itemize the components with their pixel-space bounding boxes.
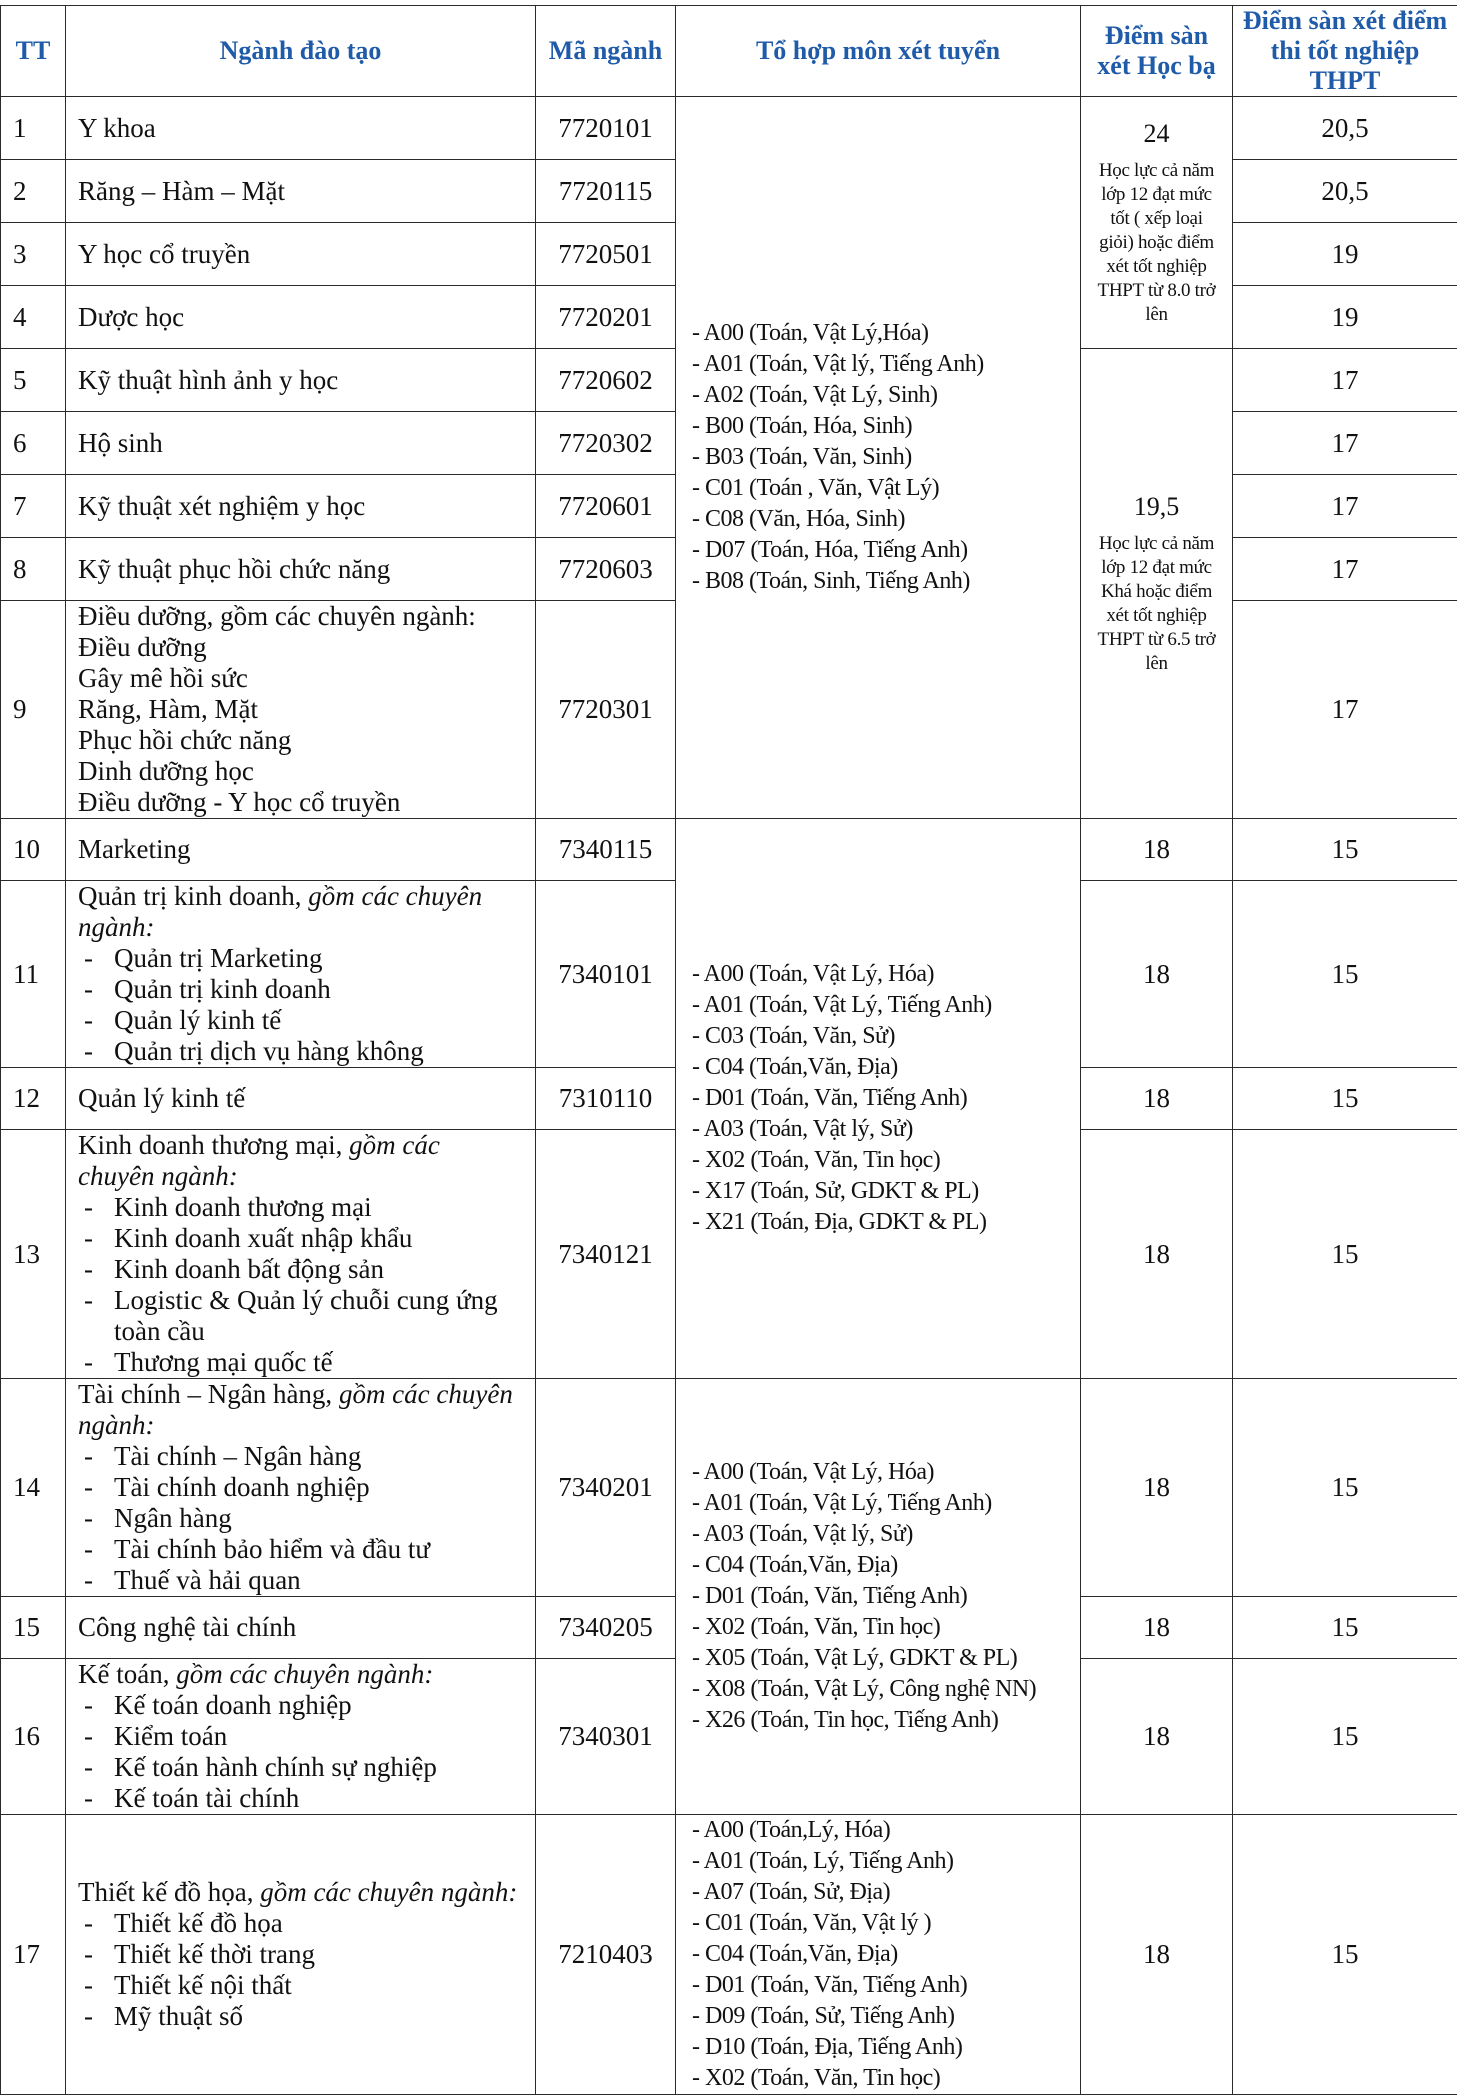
major-name: Y học cổ truyền: [66, 223, 536, 286]
row-number: 16: [1, 1659, 66, 1815]
combo-item: - C03 (Toán, Văn, Sử): [692, 1021, 1068, 1052]
combo-item: - D10 (Toán, Địa, Tiếng Anh): [692, 2032, 1068, 2063]
spec-item: - Thiết kế thời trang: [78, 1939, 523, 1970]
major-name-suffix: gồm các chuyên ngành:: [260, 1877, 517, 1907]
row-number: 1: [1, 97, 66, 160]
combo-item: - A00 (Toán, Vật Lý, Hóa): [692, 1457, 1068, 1488]
major-name: Kỹ thuật xét nghiệm y học: [66, 475, 536, 538]
thpt-score: 17: [1233, 475, 1457, 538]
major-code: 7720501: [536, 223, 676, 286]
row-number: 12: [1, 1068, 66, 1130]
major-name-suffix: gồm các chuyên ngành:: [176, 1659, 433, 1689]
spec-item: - Kinh doanh thương mại: [78, 1192, 523, 1223]
combo-item: - A03 (Toán, Vật lý, Sử): [692, 1519, 1068, 1550]
spec-item: - Tài chính bảo hiểm và đầu tư: [78, 1534, 523, 1565]
major-code: 7340121: [536, 1130, 676, 1379]
spec-item: - Ngân hàng: [78, 1503, 523, 1534]
major-code: 7720601: [536, 475, 676, 538]
row-number: 6: [1, 412, 66, 475]
spec-item: Điều dưỡng - Y học cổ truyền: [78, 787, 523, 818]
major-name: Tài chính – Ngân hàng,: [78, 1379, 339, 1409]
hocba-cell-group1: [1081, 97, 1233, 349]
combo-item: - C01 (Toán , Văn, Vật Lý): [692, 473, 1068, 504]
major-cell: [66, 1659, 536, 1815]
combo-item: - A07 (Toán, Sử, Địa): [692, 1877, 1068, 1908]
table-row: [1, 97, 1457, 160]
combo-list: [688, 318, 1068, 597]
spec-item: - Quản lý kinh tế: [78, 1005, 523, 1036]
spec-item: - Kế toán hành chính sự nghiệp: [78, 1752, 523, 1783]
major-code: 7310110: [536, 1068, 676, 1130]
combo-cell-finance: [676, 1379, 1081, 1815]
major-code: 7340115: [536, 819, 676, 881]
header-hocba: Điểm sàn xét Học bạ: [1081, 6, 1233, 97]
major-name: Hộ sinh: [66, 412, 536, 475]
spec-list: [78, 1908, 523, 2032]
combo-item: - A01 (Toán, Vật Lý, Tiếng Anh): [692, 990, 1068, 1021]
row-number: 3: [1, 223, 66, 286]
combo-list: [688, 1815, 1068, 2094]
thpt-score: 17: [1233, 349, 1457, 412]
hocba-score: 18: [1081, 1130, 1233, 1379]
spec-item: - Logistic & Quản lý chuỗi cung ứng toàn cầu: [78, 1285, 523, 1347]
combo-item: - A01 (Toán, Vật lý, Tiếng Anh): [692, 349, 1068, 380]
combo-item: - A02 (Toán, Vật Lý, Sinh): [692, 380, 1068, 411]
spec-item: Gây mê hồi sức: [78, 663, 523, 694]
spec-item: - Mỹ thuật số: [78, 2001, 523, 2032]
thpt-score: 15: [1233, 1068, 1457, 1130]
table-row: [1, 1815, 1457, 2095]
thpt-score: 15: [1233, 881, 1457, 1068]
spec-item: Phục hồi chức năng: [78, 725, 523, 756]
header-combos: Tổ hợp môn xét tuyển: [676, 6, 1081, 97]
combo-cell-health: [676, 97, 1081, 819]
combo-item: - C08 (Văn, Hóa, Sinh): [692, 504, 1068, 535]
combo-item: - X05 (Toán, Vật Lý, GDKT & PL): [692, 1643, 1068, 1674]
row-number: 17: [1, 1815, 66, 2095]
hocba-score: 18: [1081, 819, 1233, 881]
combo-item: - B00 (Toán, Hóa, Sinh): [692, 411, 1068, 442]
spec-list: [78, 1690, 523, 1814]
thpt-score: 19: [1233, 286, 1457, 349]
major-name: Công nghệ tài chính: [66, 1597, 536, 1659]
row-number: 14: [1, 1379, 66, 1597]
spec-item: - Thiết kế đồ họa: [78, 1908, 523, 1939]
major-code: 7340205: [536, 1597, 676, 1659]
major-cell: [66, 601, 536, 819]
major-code: 7340101: [536, 881, 676, 1068]
combo-item: - A01 (Toán, Lý, Tiếng Anh): [692, 1846, 1068, 1877]
spec-item: - Kinh doanh xuất nhập khẩu: [78, 1223, 523, 1254]
combo-item: - X08 (Toán, Vật Lý, Công nghệ NN): [692, 1674, 1068, 1705]
combo-item: - X02 (Toán, Văn, Tin học): [692, 2063, 1068, 2094]
major-name: Kỹ thuật hình ảnh y học: [66, 349, 536, 412]
admissions-table: [0, 5, 1457, 2095]
spec-item: - Kế toán doanh nghiệp: [78, 1690, 523, 1721]
combo-item: - C04 (Toán,Văn, Địa): [692, 1550, 1068, 1581]
hocba-score: 19,5: [1093, 491, 1220, 522]
spec-item: - Quản trị dịch vụ hàng không: [78, 1036, 523, 1067]
combo-item: - X02 (Toán, Văn, Tin học): [692, 1145, 1068, 1176]
row-number: 13: [1, 1130, 66, 1379]
hocba-score: 18: [1081, 1068, 1233, 1130]
hocba-score: 18: [1081, 1379, 1233, 1597]
hocba-note: Học lực cả năm lớp 12 đạt mức tốt ( xếp loại giỏi) hoặc điểm xét tốt nghiệp THPT từ 8.0 trở lên: [1093, 159, 1220, 327]
major-code: 7720201: [536, 286, 676, 349]
combo-item: - D01 (Toán, Văn, Tiếng Anh): [692, 1970, 1068, 2001]
major-name-suffix: gồm các chuyên ngành:: [78, 1130, 440, 1191]
combo-item: - B08 (Toán, Sinh, Tiếng Anh): [692, 566, 1068, 597]
combo-item: - A01 (Toán, Vật Lý, Tiếng Anh): [692, 1488, 1068, 1519]
spec-item: - Kiểm toán: [78, 1721, 523, 1752]
spec-item: Điều dưỡng: [78, 632, 523, 663]
table-row: [1, 819, 1457, 881]
major-code: 7340301: [536, 1659, 676, 1815]
combo-cell-design: [676, 1815, 1081, 2095]
row-number: 8: [1, 538, 66, 601]
hocba-score: 18: [1081, 1815, 1233, 2095]
major-name: Y khoa: [66, 97, 536, 160]
major-code: 7720301: [536, 601, 676, 819]
header-thpt: Điểm sàn xét điểm thi tốt nghiệp THPT: [1233, 6, 1457, 97]
spec-list: [78, 943, 523, 1067]
combo-item: - A00 (Toán,Lý, Hóa): [692, 1815, 1068, 1846]
combo-item: - A03 (Toán, Vật lý, Sử): [692, 1114, 1068, 1145]
combo-item: - C04 (Toán,Văn, Địa): [692, 1939, 1068, 1970]
major-name: Quản trị kinh doanh,: [78, 881, 308, 911]
spec-item: Dinh dưỡng học: [78, 756, 523, 787]
major-name: Quản lý kinh tế: [66, 1068, 536, 1130]
combo-list: [688, 959, 1068, 1238]
header-row: [1, 6, 1457, 97]
major-cell: [66, 881, 536, 1068]
combo-item: - D07 (Toán, Hóa, Tiếng Anh): [692, 535, 1068, 566]
combo-cell-business: [676, 819, 1081, 1379]
combo-item: - X21 (Toán, Địa, GDKT & PL): [692, 1207, 1068, 1238]
thpt-score: 15: [1233, 1815, 1457, 2095]
combo-item: - C01 (Toán, Văn, Vật lý ): [692, 1908, 1068, 1939]
major-code: 7720302: [536, 412, 676, 475]
thpt-score: 17: [1233, 412, 1457, 475]
combo-item: - B03 (Toán, Văn, Sinh): [692, 442, 1068, 473]
major-name: Dược học: [66, 286, 536, 349]
row-number: 5: [1, 349, 66, 412]
spec-list: [78, 1441, 523, 1596]
thpt-score: 17: [1233, 538, 1457, 601]
spec-item: - Tài chính – Ngân hàng: [78, 1441, 523, 1472]
hocba-score: 24: [1093, 118, 1220, 149]
thpt-score: 15: [1233, 1130, 1457, 1379]
major-name: Kinh doanh thương mại,: [78, 1130, 349, 1160]
major-code: 7720115: [536, 160, 676, 223]
combo-item: - X17 (Toán, Sử, GDKT & PL): [692, 1176, 1068, 1207]
thpt-score: 19: [1233, 223, 1457, 286]
row-number: 10: [1, 819, 66, 881]
hocba-cell-group2: [1081, 349, 1233, 819]
thpt-score: 15: [1233, 1659, 1457, 1815]
row-number: 9: [1, 601, 66, 819]
spec-item: - Tài chính doanh nghiệp: [78, 1472, 523, 1503]
header-code: Mã ngành: [536, 6, 676, 97]
major-name: Răng – Hàm – Mặt: [66, 160, 536, 223]
combo-item: - X26 (Toán, Tin học, Tiếng Anh): [692, 1705, 1068, 1736]
spec-item: - Thuế và hải quan: [78, 1565, 523, 1596]
combo-item: - X02 (Toán, Văn, Tin học): [692, 1612, 1068, 1643]
major-name-suffix: gồm các chuyên ngành:: [78, 881, 482, 942]
major-name: Thiết kế đồ họa,: [78, 1877, 260, 1907]
major-code: 7720602: [536, 349, 676, 412]
combo-item: - A00 (Toán, Vật Lý, Hóa): [692, 959, 1068, 990]
row-number: 15: [1, 1597, 66, 1659]
spec-item: - Kế toán tài chính: [78, 1783, 523, 1814]
hocba-score: 18: [1081, 881, 1233, 1068]
thpt-score: 15: [1233, 819, 1457, 881]
spec-item: Răng, Hàm, Mặt: [78, 694, 523, 725]
combo-item: - D09 (Toán, Sử, Tiếng Anh): [692, 2001, 1068, 2032]
major-name: Marketing: [66, 819, 536, 881]
spec-item: - Kinh doanh bất động sản: [78, 1254, 523, 1285]
major-code: 7210403: [536, 1815, 676, 2095]
spec-list: [78, 1192, 523, 1378]
row-number: 11: [1, 881, 66, 1068]
major-cell: [66, 1130, 536, 1379]
row-number: 4: [1, 286, 66, 349]
major-name: Kỹ thuật phục hồi chức năng: [66, 538, 536, 601]
thpt-score: 20,5: [1233, 97, 1457, 160]
spec-item: - Quản trị Marketing: [78, 943, 523, 974]
major-cell: [66, 1379, 536, 1597]
hocba-score: 18: [1081, 1597, 1233, 1659]
combo-item: - D01 (Toán, Văn, Tiếng Anh): [692, 1581, 1068, 1612]
combo-item: - D01 (Toán, Văn, Tiếng Anh): [692, 1083, 1068, 1114]
row-number: 7: [1, 475, 66, 538]
major-code: 7720603: [536, 538, 676, 601]
major-code: 7720101: [536, 97, 676, 160]
thpt-score: 15: [1233, 1597, 1457, 1659]
spec-item: - Quản trị kinh doanh: [78, 974, 523, 1005]
table-row: [1, 1379, 1457, 1597]
hocba-score: 18: [1081, 1659, 1233, 1815]
major-name: Điều dưỡng, gồm các chuyên ngành:: [78, 601, 523, 632]
major-name: Kế toán,: [78, 1659, 176, 1689]
thpt-score: 15: [1233, 1379, 1457, 1597]
spec-item: - Thương mại quốc tế: [78, 1347, 523, 1378]
thpt-score: 17: [1233, 601, 1457, 819]
major-name-suffix: gồm các chuyên ngành:: [78, 1379, 513, 1440]
major-cell: [66, 1815, 536, 2095]
thpt-score: 20,5: [1233, 160, 1457, 223]
row-number: 2: [1, 160, 66, 223]
combo-list: [688, 1457, 1068, 1736]
hocba-note: Học lực cả năm lớp 12 đạt mức Khá hoặc điểm xét tốt nghiệp THPT từ 6.5 trở lên: [1093, 532, 1220, 676]
combo-item: - A00 (Toán, Vật Lý,Hóa): [692, 318, 1068, 349]
header-major: Ngành đào tạo: [66, 6, 536, 97]
spec-item: - Thiết kế nội thất: [78, 1970, 523, 2001]
header-tt: TT: [1, 6, 66, 97]
combo-item: - C04 (Toán,Văn, Địa): [692, 1052, 1068, 1083]
major-code: 7340201: [536, 1379, 676, 1597]
